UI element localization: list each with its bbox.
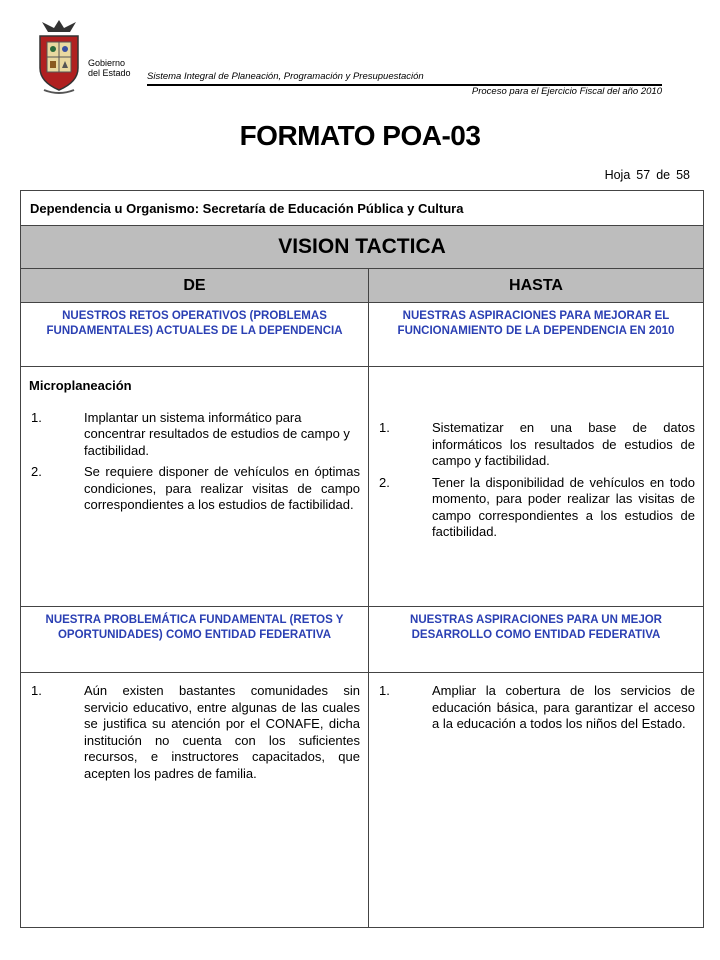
- gobierno-del-estado: [88, 58, 131, 78]
- list-item: [29, 410, 360, 460]
- aspiraciones-dependencia-heading: NUESTRAS ASPIRACIONES PARA MEJORAR EL FUNCIONAMIENTO DE LA DEPENDENCIA EN 2010: [369, 303, 704, 367]
- aspiraciones-entidad-list: [377, 683, 695, 733]
- aspiraciones-entidad-heading: NUESTRAS ASPIRACIONES PARA UN MEJOR DESARROLLO COMO ENTIDAD FEDERATIVA: [369, 607, 704, 673]
- aspiraciones-entidad-cell: [369, 673, 704, 928]
- hoja-num: 57: [636, 168, 651, 182]
- page-counter: [605, 168, 690, 182]
- item-text: Se requiere disponer de vehículos en óptimas condiciones, para realizar visitas de campo correspondientes a los estudios de factibilidad.: [84, 464, 360, 512]
- col-de-heading: DE: [21, 269, 369, 303]
- page-title: FORMATO POA-03: [239, 120, 481, 151]
- microplaneacion-subtitle: Microplaneación: [29, 378, 132, 393]
- hoja-total: 58: [676, 168, 690, 182]
- item-number: 1.: [31, 683, 42, 698]
- process-label: Proceso para el Ejercicio Fiscal del año 2010: [471, 86, 662, 97]
- vision-tactica-table: [20, 190, 704, 928]
- item-text: Tener la disponibilidad de vehículos en todo momento, para poder realizar las visitas de campo correspondientes a los estudios de factibilidad.: [432, 474, 695, 539]
- list-item: [377, 420, 695, 470]
- item-number: 1.: [31, 409, 42, 425]
- col-hasta-heading: HASTA: [369, 269, 704, 303]
- retos-operativos-cell: [21, 367, 369, 607]
- dependencia-row: Dependencia u Organismo: Secretaría de Educación Pública y Cultura: [21, 191, 704, 226]
- list-item: [377, 683, 695, 733]
- vision-heading: VISION TACTICA: [21, 226, 704, 269]
- del-estado-line: del Estado: [88, 68, 131, 78]
- item-number: 1.: [379, 420, 390, 435]
- item-text: Ampliar la cobertura de los servicios de educación básica, para garantizar el acceso a la educación a todos los niños del Estado.: [432, 683, 695, 731]
- problematica-list: [29, 683, 360, 782]
- system-name: Sistema Integral de Planeación, Programación y Presupuestación: [147, 71, 424, 82]
- hoja-label: Hoja: [604, 168, 631, 182]
- aspiraciones-dependencia-list: [377, 420, 695, 541]
- list-item: [29, 464, 360, 514]
- gobierno-line: Gobierno: [88, 58, 126, 68]
- list-item: [29, 683, 360, 782]
- aspiraciones-dependencia-cell: [369, 367, 704, 607]
- item-number: 2.: [379, 474, 390, 490]
- problematica-fundamental-cell: [21, 673, 369, 928]
- item-text: Aún existen bastantes comunidades sin servicio educativo, entre algunas de las cuales se justifica su atención por el CONAFE, dicha institución no cuenta con los suficientes recursos, e instructores capacitados, que acepten los padres de familia.: [84, 683, 360, 781]
- item-number: 1.: [379, 683, 390, 698]
- hoja-de: de: [656, 168, 671, 182]
- item-text: Implantar un sistema informático para concentrar resultados de estudios de campo y factibilidad.: [84, 409, 350, 458]
- retos-operativos-heading: NUESTROS RETOS OPERATIVOS (PROBLEMAS FUNDAMENTALES) ACTUALES DE LA DEPENDENCIA: [21, 303, 369, 367]
- retos-operativos-list: [29, 410, 360, 514]
- state-coat-of-arms-icon: [34, 16, 84, 96]
- list-item: [377, 475, 695, 541]
- item-text: Sistematizar en una base de datos informáticos los resultados de estudios de campo y factibilidad.: [432, 420, 695, 468]
- problematica-fundamental-heading: NUESTRA PROBLEMÁTICA FUNDAMENTAL (RETOS Y OPORTUNIDADES) COMO ENTIDAD FEDERATIVA: [21, 607, 369, 673]
- item-number: 2.: [31, 464, 42, 479]
